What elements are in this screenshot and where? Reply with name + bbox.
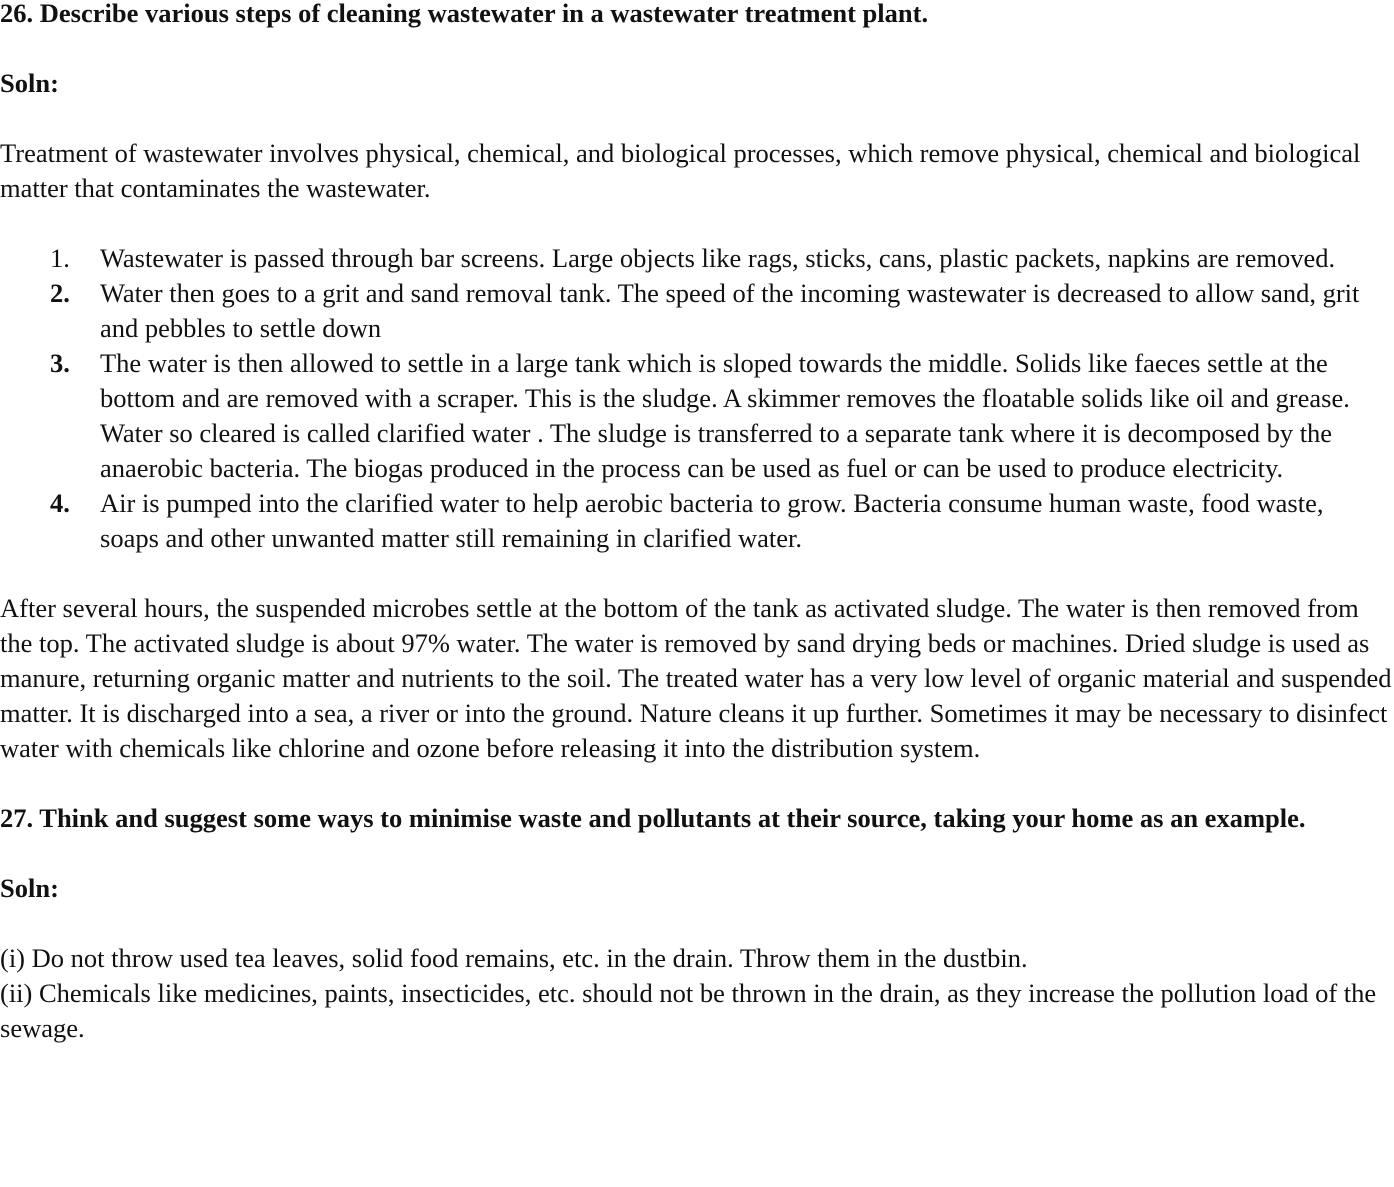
treatment-steps-list [0, 241, 1394, 556]
question-27: 27. Think and suggest some ways to minimise waste and pollutants at their source, taking your home as an example. [0, 803, 1306, 833]
solution-label-27: Soln: [0, 873, 59, 903]
step-text: Wastewater is passed through bar screens. Large objects like rags, sticks, cans, plastic packets, napkins are removed. [100, 243, 1336, 273]
step-number: 1. [50, 243, 70, 273]
step-text: Water then goes to a grit and sand removal tank. The speed of the incoming wastewater is decreased to allow sand, grit and pebbles to settle down [100, 278, 1360, 343]
step-text: The water is then allowed to settle in a large tank which is sloped towards the middle. Solids like faeces settle at the bottom and are removed with a scraper. This is the sludge. A skimmer removes the floatable solids like oil and grease. Water so cleared is called clarified water . The sludge is transferred to a separate tank where it is decomposed by the anaerobic bacteria. The biogas produced in the process can be used as fuel or can be used to produce electricity. [100, 348, 1350, 483]
conclusion-paragraph: After several hours, the suspended microbes settle at the bottom of the tank as activated sludge. The water is then removed from the top. The activated sludge is about 97% water. The water is removed by sand drying beds or machines. Dried sludge is used as manure, returning organic matter and nutrients to the soil. The treated water has a very low level of organic material and suspended matter. It is discharged into a sea, a river or into the ground. Nature cleans it up further. Sometimes it may be necessary to disinfect water with chemicals like chlorine and ozone before releasing it into the distribution system. [0, 593, 1392, 763]
step-number: 2. [50, 278, 70, 308]
list-item [0, 241, 1394, 276]
question-26: 26. Describe various steps of cleaning wastewater in a wastewater treatment plant. [0, 0, 929, 28]
point-2: (ii) Chemicals like medicines, paints, insecticides, etc. should not be thrown in the drain, as they increase the pollution load of the sewage. [0, 978, 1377, 1043]
list-item [0, 486, 1394, 556]
solution-label-26: Soln: [0, 68, 59, 98]
step-text: Air is pumped into the clarified water to help aerobic bacteria to grow. Bacteria consume human waste, food waste, soaps and other unwanted matter still remaining in clarified water. [100, 488, 1324, 553]
list-item [0, 276, 1394, 346]
list-item [0, 346, 1394, 486]
step-number: 3. [50, 348, 70, 378]
step-number: 4. [50, 488, 70, 518]
point-1: (i) Do not throw used tea leaves, solid food remains, etc. in the drain. Throw them in the dustbin. [0, 943, 1028, 973]
intro-paragraph: Treatment of wastewater involves physical, chemical, and biological processes, which remove physical, chemical and biological matter that contaminates the wastewater. [0, 138, 1361, 203]
